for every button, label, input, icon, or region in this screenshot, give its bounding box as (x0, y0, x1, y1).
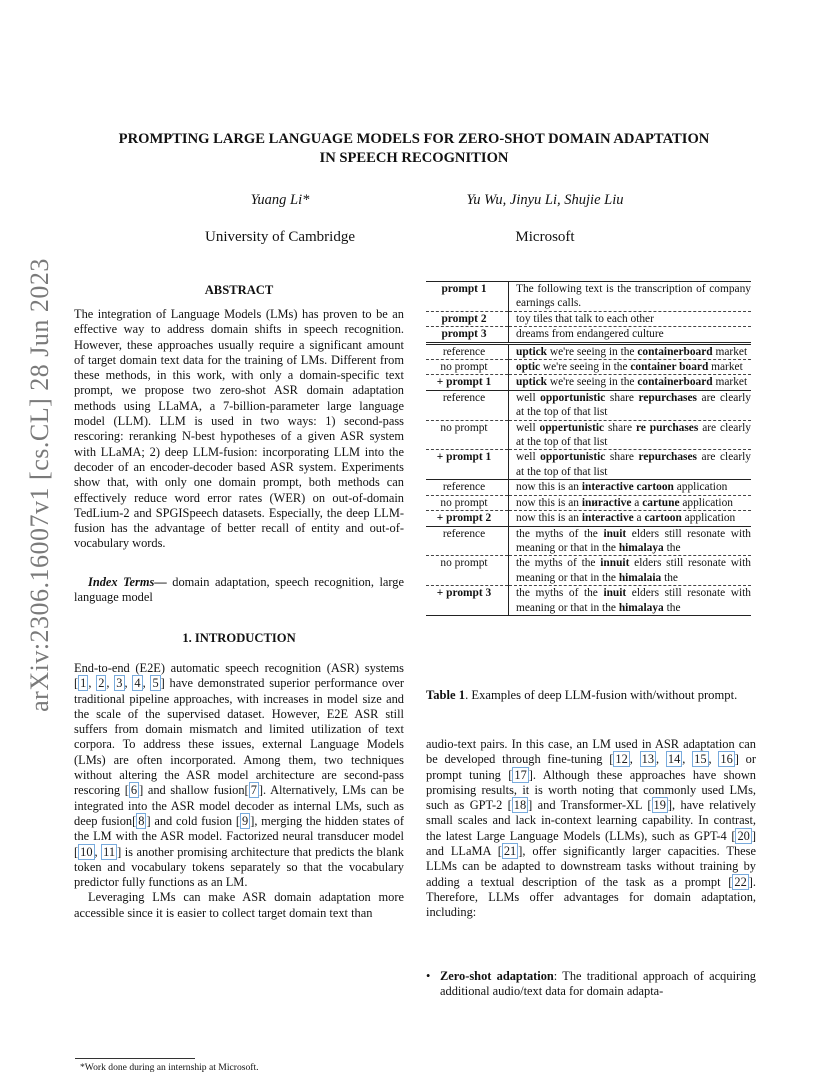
abstract-heading: ABSTRACT (204, 283, 274, 297)
text-run: , (88, 676, 97, 691)
text-run: ] and LLaMA [ (426, 828, 756, 859)
text-run: a (631, 496, 643, 509)
citation-link[interactable]: 6 (130, 783, 138, 798)
footnote: *Work done during an internship at Microsoft. (80, 1062, 259, 1073)
citation-link[interactable]: 5 (152, 676, 159, 691)
text-run: ] or prompt tuning [ (426, 752, 756, 782)
prompt-row (426, 282, 751, 312)
intro-heading: 1. INTRODUCTION (182, 631, 296, 645)
citation-link[interactable]: 21 (503, 844, 517, 859)
bold-term: opportunistic (540, 391, 606, 404)
text-run: market (712, 345, 748, 358)
text-run: ]. Alternatively, LMs can be integrated into the ASR model decoder as internal LMs, such as deep fusion[ (74, 783, 404, 828)
bold-term: interactive (581, 512, 634, 525)
example-label: no prompt (426, 556, 509, 586)
bold-term: himalaia (618, 571, 662, 584)
text-run: market (708, 361, 743, 374)
bold-term: containerboard (637, 345, 713, 358)
example-label: reference (426, 480, 509, 495)
example-row (426, 480, 751, 495)
bold-term: repurchases (638, 451, 697, 464)
text-run: application (679, 496, 733, 509)
example-label: reference (426, 526, 509, 556)
example-row (426, 420, 751, 450)
text-run: , (682, 752, 693, 767)
example-label: + prompt 1 (426, 450, 509, 480)
text-run: ], offer significantly larger capacities. These LLMs can be adapted to downstream tasks without training by adding a textual description of the task as a prompt [ (426, 844, 756, 889)
example-row (426, 450, 751, 480)
citation-link[interactable]: 3 (116, 676, 123, 691)
prompt-row (426, 327, 751, 343)
example-transcript (509, 375, 752, 390)
text-run: the (663, 601, 681, 614)
text-run: we're seeing in the (540, 361, 631, 374)
citation-link[interactable]: 15 (694, 752, 707, 767)
bold-term: container board (630, 361, 709, 374)
example-row (426, 556, 751, 586)
text-run: , (94, 844, 102, 859)
bold-term: inuit (603, 587, 627, 600)
bold-term: optic (516, 361, 541, 374)
text-run: , (142, 676, 151, 691)
prompt-text: toy tiles that talk to each other (509, 311, 752, 326)
text-run: the myths of the (516, 527, 604, 540)
text-run: , (106, 676, 115, 691)
citation-link[interactable]: 4 (134, 676, 141, 691)
text-run: the myths of the (516, 587, 604, 600)
arxiv-identifier: arXiv:2306.16007v1 [cs.CL] 28 Jun 2023 (25, 258, 54, 712)
example-label: no prompt (426, 495, 509, 510)
text-run: we're seeing in the (547, 376, 638, 389)
bold-term: inиractive (581, 496, 632, 509)
example-row (426, 360, 751, 375)
example-row (426, 586, 751, 616)
text-run: are clearly at the top of that list (516, 451, 751, 478)
intro-paragraph-1 (74, 661, 404, 890)
right-body (426, 737, 756, 921)
text-run: elders still resonate with meaning or that in the (516, 587, 751, 614)
author-2: Yu Wu, Jinyu Li, Shujie Liu (466, 192, 624, 208)
text-run: market (712, 376, 748, 389)
citation-link[interactable]: 13 (641, 752, 655, 767)
affiliation-1: University of Cambridge (205, 229, 355, 245)
citation-link[interactable]: 12 (615, 752, 628, 767)
citation-link[interactable]: 2 (98, 676, 105, 691)
text-run: now this is an (516, 481, 582, 494)
text-run: ]. Therefore, LLMs offer advantages for domain adaptation, including: (426, 874, 756, 920)
footnote-rule (75, 1058, 195, 1059)
example-label: + prompt 2 (426, 511, 509, 526)
intro-paragraph-2: Leveraging LMs can make ASR domain adaptation more accessible since it is easier to collect target domain text than (74, 890, 404, 920)
citation-link[interactable]: 8 (138, 813, 145, 828)
example-transcript (509, 495, 752, 510)
citation-link[interactable]: 16 (720, 752, 733, 767)
text-run: End-to-end (E2E) automatic speech recognition (ASR) systems [ (74, 661, 404, 691)
citation-link[interactable]: 1 (80, 676, 87, 691)
bold-term: cartoon (644, 512, 682, 525)
example-transcript (509, 390, 752, 420)
prompt-row (426, 311, 751, 326)
bold-term: innuit (600, 557, 630, 570)
text-run: share (605, 451, 639, 464)
text-run: a (633, 512, 645, 525)
bold-term: interactive cartoon (581, 481, 674, 494)
examples-table (426, 281, 751, 616)
bold-term: uptick (516, 376, 548, 389)
text-run: ] and Transformer-XL [ (528, 798, 652, 813)
bullet-zero-shot: • Zero-shot adaptation: The traditional approach of acquiring additional audio/text data for domain adapta- (426, 969, 756, 999)
paper-title: PROMPTING LARGE LANGUAGE MODELS FOR ZERO-SHOT DOMAIN ADAPTATION IN SPEECH RECOGNITION (118, 131, 710, 166)
example-label: + prompt 3 (426, 586, 509, 616)
example-transcript (509, 511, 752, 526)
example-row (426, 390, 751, 420)
example-label: reference (426, 343, 509, 359)
intro-body (74, 661, 404, 921)
text-run: application (681, 512, 736, 525)
text-run: audio-text pairs. In this case, an LM used in ASR adaptation can be developed through fine-tuning [ (426, 737, 756, 767)
bullet-marker-icon: • (426, 969, 431, 983)
table-caption: Table 1. Examples of deep LLM-fusion with/without prompt. (426, 688, 738, 702)
citation-link[interactable]: 11 (103, 844, 116, 859)
bold-term: containerboard (637, 376, 713, 389)
citation-link[interactable]: 22 (734, 874, 747, 889)
citation-link[interactable]: 9 (241, 813, 249, 828)
example-row (426, 495, 751, 510)
text-run: now this is an (516, 512, 582, 525)
citation-link[interactable]: 19 (653, 798, 666, 813)
example-row (426, 343, 751, 359)
bold-term: repurchases (638, 391, 697, 404)
text-run: the myths of the (516, 557, 601, 570)
abstract-body: The integration of Language Models (LMs) has proven to be an effective way to address domain shifts in speech recognition. However, these approaches usually require a significant amount of target domain text data for the training of LMs. Different from these methods, in this work, with only a domain-specific text prompt, we propose two zero-shot ASR domain adaptation methods using LLaMA, a 7-billion-parameter large language model (LLM). LLM is used in two ways: 1) second-pass rescoring: reranking N-best hypotheses of a given ASR system with LLaMA; 2) deep LLM-fusion: incorporating LLM into the decoder of an encoder-decoder based ASR system. Experiments show that, with only one domain prompt, both methods can effectively reduce word error rates (WER) on out-of-domain TedLium-2 and SPGISpeech datasets. Especially, the deep LLM-fusion has the advantage of better recall of entity and out-of-vocabulary words. (74, 307, 404, 551)
example-label: no prompt (426, 360, 509, 375)
text-run: share (604, 421, 636, 434)
citation-link[interactable]: 14 (667, 752, 681, 767)
text-run: elders still resonate with meaning or that in the (516, 557, 751, 584)
text-run: are clearly at the top of that list (516, 421, 752, 449)
index-terms: Index Terms— domain adaptation, speech recognition, large language model (74, 575, 404, 605)
example-transcript (509, 343, 752, 359)
text-run: well (516, 391, 541, 404)
example-label: + prompt 1 (426, 375, 509, 390)
author-1: Yuang Li* (250, 192, 310, 208)
prompt-label: prompt 3 (426, 327, 509, 343)
citation-link[interactable]: 17 (514, 767, 527, 782)
text-run: now this is an (516, 496, 582, 509)
bold-term: cartune (642, 496, 680, 509)
prompt-text: dreams from endangered culture (509, 327, 752, 343)
prompt-label: prompt 2 (426, 311, 509, 326)
bold-term: re purchases (635, 421, 699, 434)
example-transcript (509, 480, 752, 495)
text-run: well (516, 421, 540, 434)
text-run: well (516, 451, 541, 464)
example-row (426, 511, 751, 526)
prompt-text: The following text is the transcription of company earnings calls. (509, 282, 752, 312)
example-transcript (509, 556, 752, 586)
text-run: ] and cold fusion [ (146, 813, 240, 828)
bold-term: opportunistic (540, 451, 606, 464)
text-run: ] is another promising architecture that predicts the blank token and vocabulary tokens separately so that the vocabulary predictor fully functions as an LM. (74, 844, 404, 890)
bold-term: uptick (516, 345, 548, 358)
example-row (426, 375, 751, 390)
example-transcript (509, 360, 752, 375)
example-label: no prompt (426, 420, 509, 450)
bold-term: oppertunistic (539, 421, 605, 434)
example-transcript (509, 586, 752, 616)
text-run: , (629, 752, 640, 767)
text-run: , (708, 752, 719, 767)
text-run: the (661, 571, 678, 584)
text-run: the (663, 541, 681, 554)
prompt-label: prompt 1 (426, 282, 509, 312)
right-paragraph-1 (426, 737, 756, 921)
citation-link[interactable]: 7 (250, 783, 257, 798)
example-row (426, 526, 751, 556)
example-transcript (509, 450, 752, 480)
bold-term: himalaya (618, 541, 664, 554)
text-run: share (605, 391, 639, 404)
text-run: , (124, 676, 133, 691)
example-label: reference (426, 390, 509, 420)
text-run: application (673, 481, 728, 494)
affiliation-2: Microsoft (515, 229, 575, 245)
example-transcript (509, 526, 752, 556)
text-run: ]. Although these approaches have shown promising results, it is worth noting that commonly used LMs, such as GPT-2 [ (426, 767, 756, 813)
text-run: ] have demonstrated superior performance over traditional pipeline approaches, with increases in model size and the scale of the supervised dataset. However, E2E ASR still suffers from domain mismatch and limited utilization of text corpora. To address these issues, external Language Models (LMs) are often incorporated. Among them, two techniques without altering the ASR model architecture are second-pass rescoring [ (74, 676, 404, 798)
bold-term: inuit (603, 527, 627, 540)
text-run: we're seeing in the (547, 345, 638, 358)
text-run: elders still resonate with meaning or that in the (516, 527, 751, 554)
citation-link[interactable]: 18 (513, 798, 527, 813)
example-transcript (509, 420, 752, 450)
citation-link[interactable]: 20 (737, 828, 750, 843)
text-run: , (656, 752, 666, 767)
text-run: are clearly at the top of that list (516, 391, 751, 419)
citation-link[interactable]: 10 (80, 844, 93, 859)
text-run: ] and shallow fusion[ (139, 783, 249, 798)
text-run: ], merging the hidden states of the LM with the ASR model. Factorized neural transducer model [ (74, 813, 405, 859)
text-run: ], have relatively small scales and lack in-context learning capability. In contrast, the latest Large Language Models (LLMs), such as GPT-4 [ (426, 798, 756, 843)
bold-term: himalaya (618, 601, 664, 614)
